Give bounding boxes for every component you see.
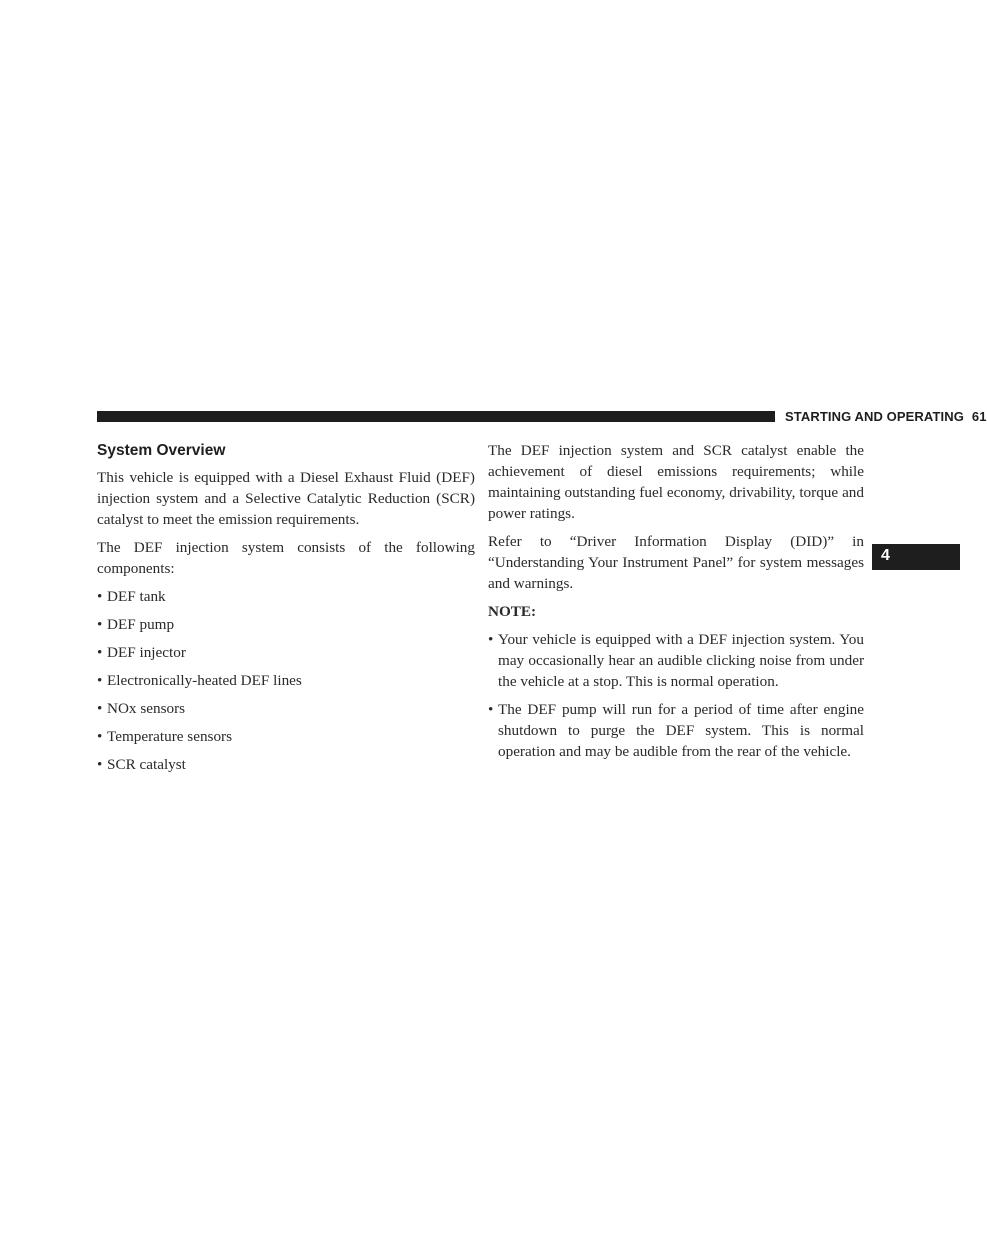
list-item: • SCR catalyst (97, 754, 475, 775)
overview-paragraph: This vehicle is equipped with a Diesel Exhaust Fluid (DEF) injection system and a Selective Catalytic Reduction (SCR) catalyst to meet the emission requirements. (97, 469, 475, 528)
list-item: • DEF pump (97, 614, 475, 635)
right-column (488, 440, 864, 769)
section-heading: System Overview (97, 442, 226, 459)
note-label: NOTE: (488, 603, 537, 620)
running-header (785, 409, 987, 424)
header-rule (97, 411, 775, 422)
list-item: • Temperature sensors (97, 726, 475, 747)
components-list (97, 586, 475, 775)
page-number: 61 (971, 409, 987, 424)
left-column (97, 440, 475, 782)
components-intro-paragraph: The DEF injection system consists of the following components: (97, 539, 475, 577)
list-item: • DEF tank (97, 586, 475, 607)
list-item: • NOx sensors (97, 698, 475, 719)
chapter-number: 4 (881, 547, 890, 564)
emissions-paragraph: The DEF injection system and SCR catalyst enable the achievement of diesel emissions requirements; while maintaining outstanding fuel economy, drivability, torque and power ratings. (488, 442, 864, 522)
list-item: • Electronically-heated DEF lines (97, 670, 475, 691)
list-item: • Your vehicle is equipped with a DEF injection system. You may occasionally hear an audible clicking noise from under the vehicle at a stop. This is normal operation. (488, 629, 864, 692)
notes-list (488, 629, 864, 762)
section-title: STARTING AND OPERATING (785, 409, 964, 424)
list-item: • The DEF pump will run for a period of time after engine shutdown to purge the DEF system. This is normal operation and may be audible from the rear of the vehicle. (488, 699, 864, 762)
list-item: • DEF injector (97, 642, 475, 663)
refer-paragraph: Refer to “Driver Information Display (DID)” in “Understanding Your Instrument Panel” for system messages and warnings. (488, 533, 864, 592)
chapter-tab (872, 544, 960, 570)
